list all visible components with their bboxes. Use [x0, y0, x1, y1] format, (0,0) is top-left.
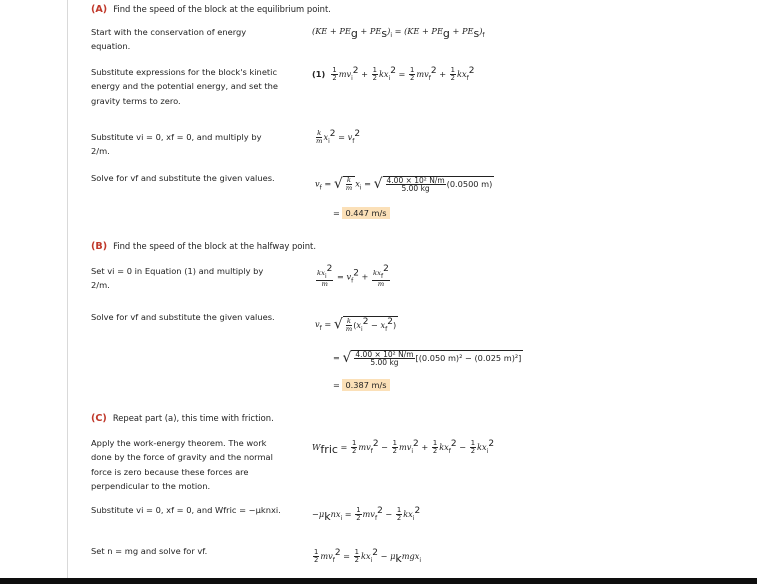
b-numerator: 4.00 × 10² N/m	[355, 350, 414, 359]
equation-1-label: (1)	[312, 69, 326, 79]
part-c-step3-equation: $\frac{1}{2}$ $mv_f2$ = $\frac{1}{2}$ $kx_i2$ − μkmgx$_i$	[314, 548, 422, 565]
part-b-step3-equation: = √ $\frac{\text{4.00 × 10² N/m}}{5.00 kg}$ [(0.050 m)² − (0.025 m)²]	[333, 350, 522, 367]
b-denominator: 5.00 kg	[370, 358, 399, 367]
part-a-step4-text: Solve for vf and substitute the given values.	[91, 173, 275, 183]
part-a-step2-text: Substitute expressions for the block's kinetic energy and the potential energy, and set the gravity terms to zero.	[91, 67, 278, 106]
part-a-tag: (A)	[91, 4, 108, 15]
part-a-step1-equation: (KE + PEg + $PEs)_i = (KE$ + PEg + $PEs)_f$	[312, 26, 485, 40]
part-a-step1-text: Start with the conservation of energy equation.	[91, 27, 247, 52]
a-tail: (0.0500 m)	[446, 179, 493, 189]
part-b-title: Find the speed of the block at the halfway point.	[113, 241, 316, 251]
part-b-tag: (B)	[91, 241, 108, 252]
part-a-step4-equation: $v_f$ = √ $\frac{k}{m}$ $x_i$ = √ $\frac{\text{4.00 × 10² N/m}}{5.00 kg}$ (0.0500 m)	[315, 176, 493, 193]
part-b-step2-text: Solve for vf and substitute the given values.	[91, 312, 275, 322]
part-b-result: = 0.387 m/s	[333, 380, 390, 390]
a-denominator: 5.00 kg	[401, 184, 430, 193]
part-b-result-value: 0.387 m/s	[342, 379, 389, 391]
a-numerator: 4.00 × 10² N/m	[386, 176, 445, 185]
part-a-step3-equation: $\frac{k}{m}$ $x_i2 = v_f2$	[316, 129, 361, 145]
part-b-step2-equation: $v_f$ = √ $\frac{k}{m}$ $(x_i2 - x_f2)$	[315, 316, 397, 333]
part-c-step3-text: Set n = mg and solve for vf.	[91, 546, 208, 556]
part-a-heading	[91, 4, 331, 15]
part-c-step2-equation: −μknx$_i$ = $\frac{1}{2}$ $mv_f2$ − $\frac{1}{2}$ $kx_i2$	[312, 506, 421, 523]
part-b-heading	[91, 241, 316, 252]
part-a-step3-text: Substitute vi = 0, xf = 0, and multiply by 2/m.	[91, 132, 262, 157]
part-b-step1-text: Set vi = 0 in Equation (1) and multiply by 2/m.	[91, 266, 264, 291]
part-c-step1-equation: Wfric = $\frac{1}{2}$ $mv_f2$ − $\frac{1}{2}$ $mv_i2$ + $\frac{1}{2}$ $kx_f2$ − $\frac{1}{2}$ $kx_i2$	[312, 439, 495, 456]
part-a-title: Find the speed of the block at the equilibrium point.	[113, 4, 331, 14]
bottom-bar	[0, 578, 757, 584]
part-c-tag: (C)	[91, 413, 107, 424]
part-a-result: = 0.447 m/s	[333, 208, 390, 218]
left-margin-line	[67, 0, 68, 584]
part-c-heading	[91, 413, 274, 424]
part-c-step1-text: Apply the work-energy theorem. The work done by the force of gravity and the normal force is zero because these forces are perpendicular to the motion.	[91, 438, 273, 491]
part-a-step2-equation: (1) $\frac{1}{2}$ $mv_i2$ + $\frac{1}{2}$ $kx_i2$ = $\frac{1}{2}$ $mv_f2$ + $\frac{1}{2}$ $kx_f2$	[312, 66, 475, 82]
part-a-result-value: 0.447 m/s	[342, 207, 389, 219]
part-b-step1-equation: $\frac{\text{kxi2}}{m}$ = $v_f2$ + $\frac{\text{kxf2}}{m}$	[317, 264, 389, 288]
part-c-title: Repeat part (a), this time with friction.	[112, 413, 274, 423]
b-tail: [(0.050 m)² − (0.025 m)²]	[415, 353, 522, 363]
part-c-step2-text: Substitute vi = 0, xf = 0, and Wfric = −μknxi.	[91, 505, 281, 515]
